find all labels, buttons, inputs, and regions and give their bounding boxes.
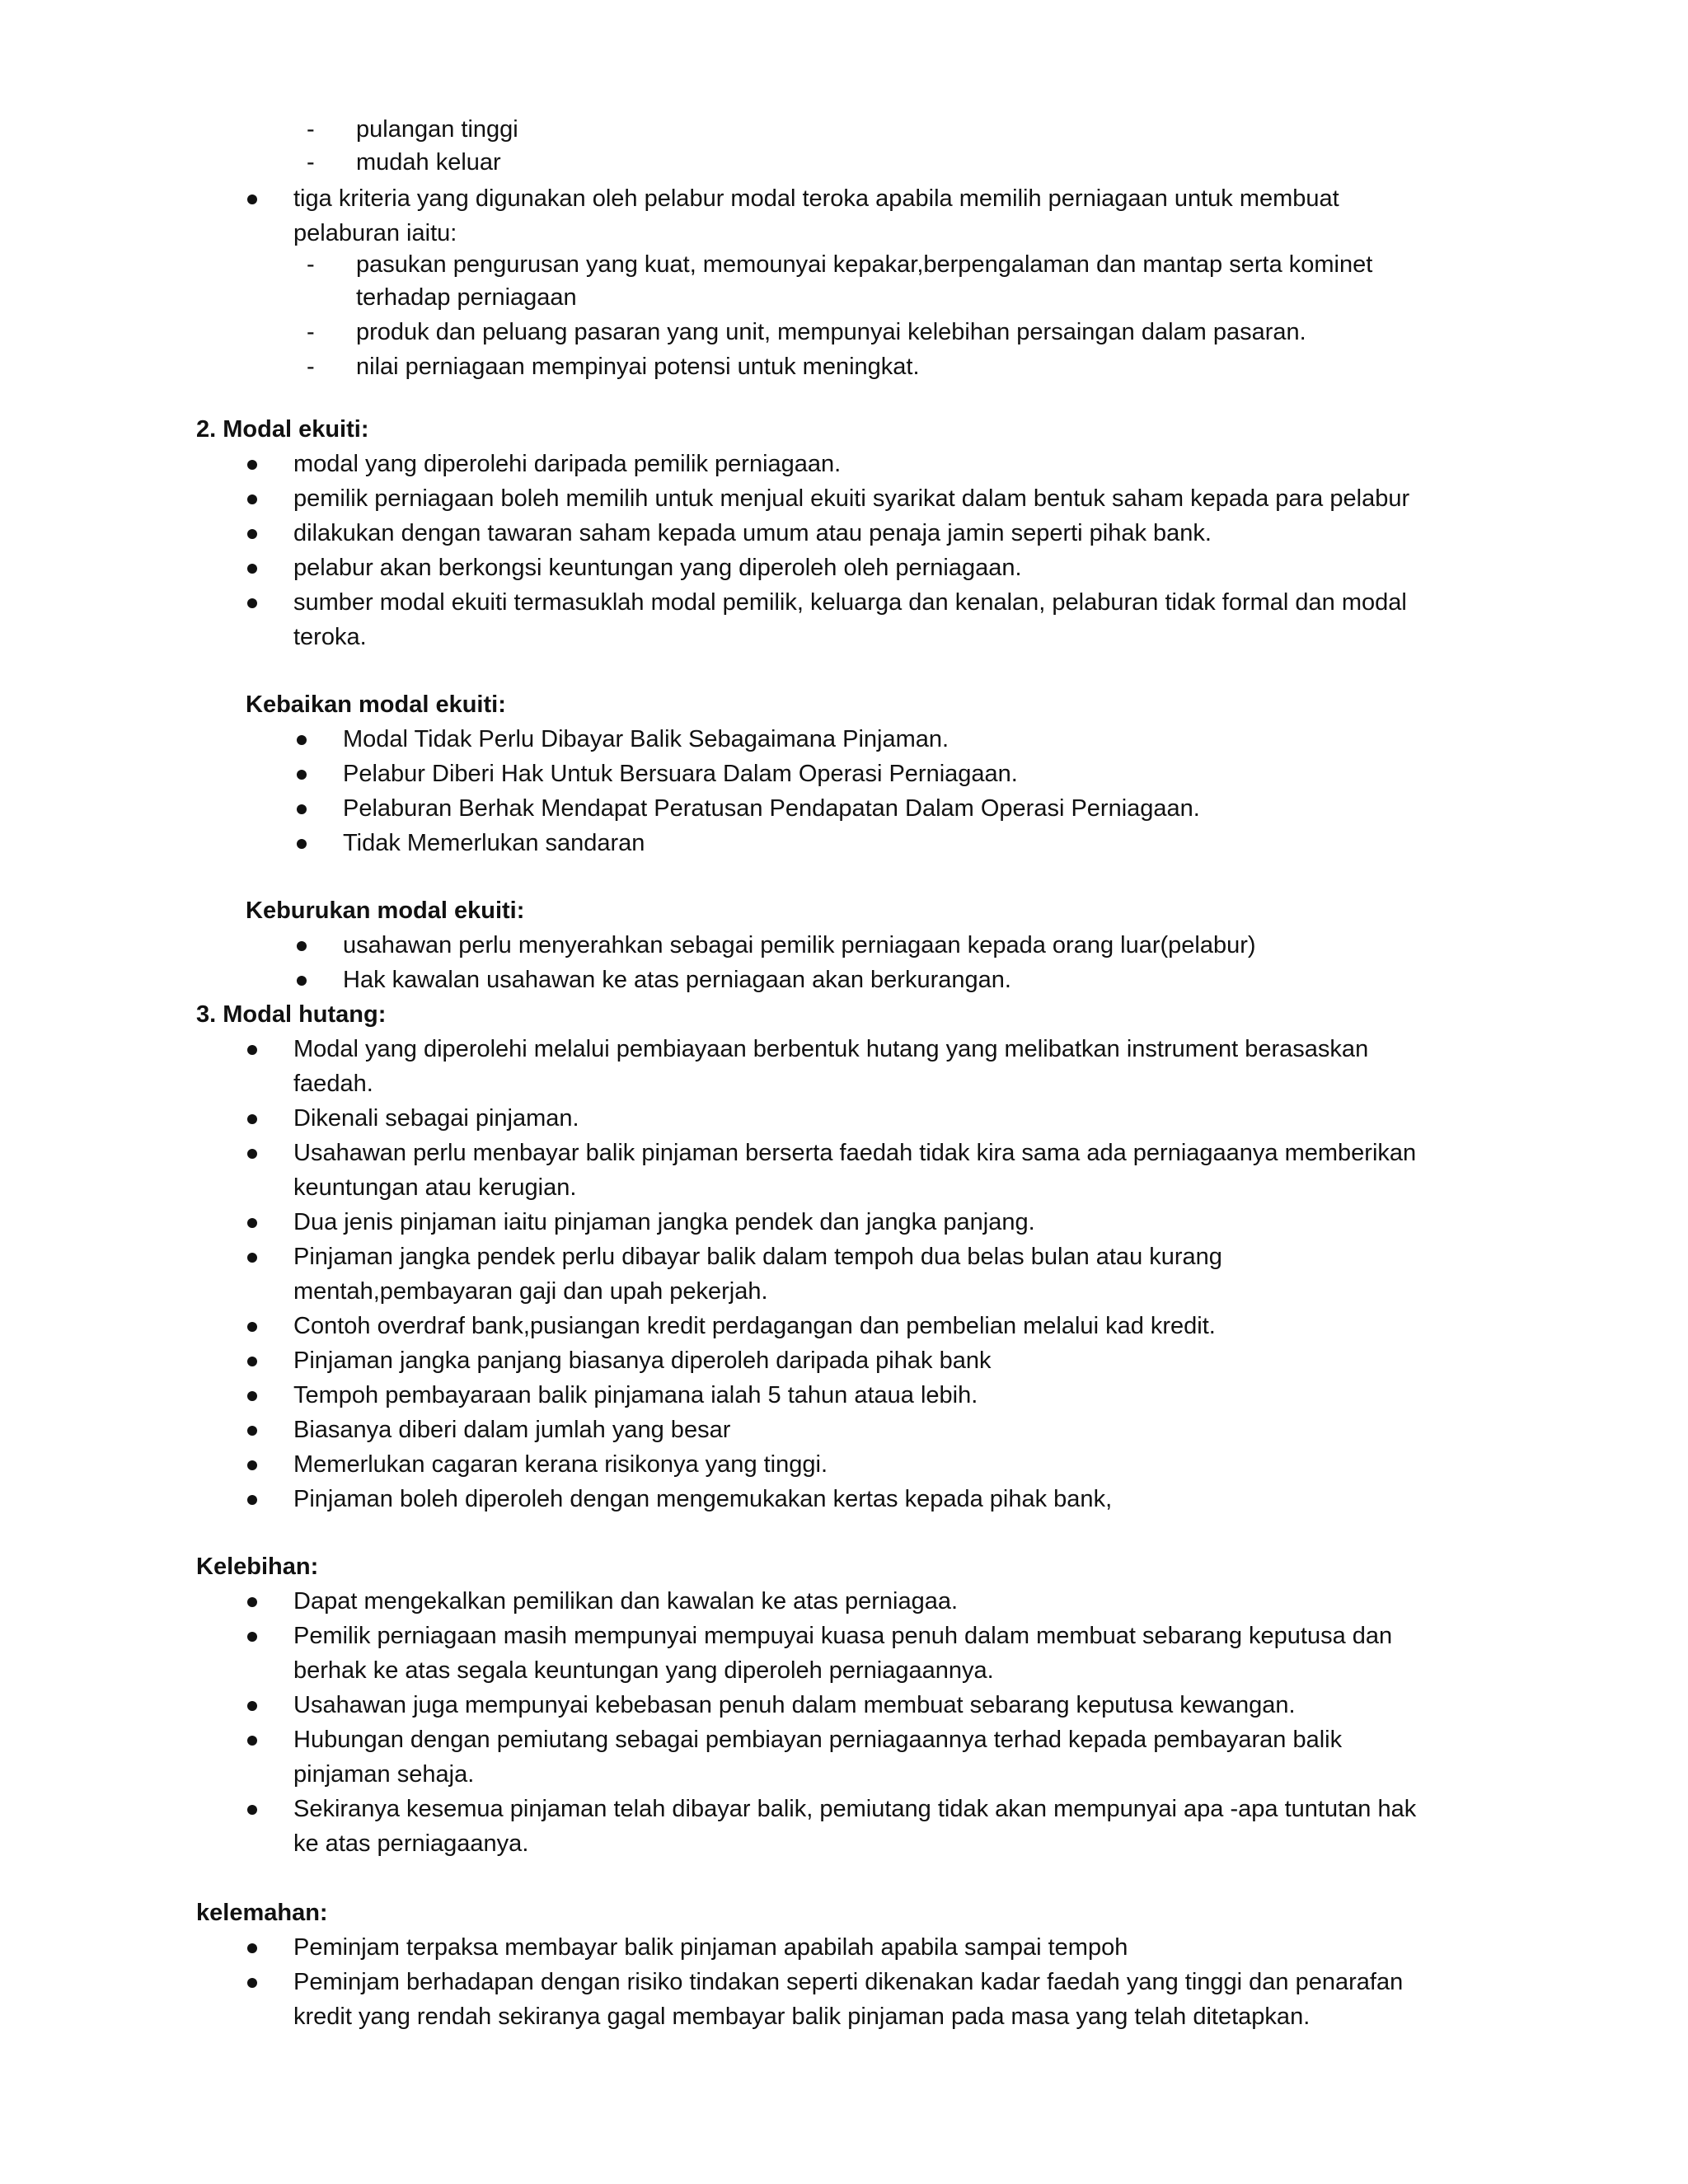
bullet-icon [247,1701,257,1711]
list-item-text: sumber modal ekuiti termasuklah modal pemilik, keluarga dan kenalan, pelaburan tidak formal dan modal [293,589,1407,616]
list-item-text: ke atas perniagaanya. [293,1830,529,1857]
list-item-text: Biasanya diberi dalam jumlah yang besar [293,1417,731,1443]
list-item-text: Dapat mengekalkan pemilikan dan kawalan ke atas perniagaa. [293,1588,959,1615]
bullet-icon [247,1495,257,1505]
bullet-icon [297,976,307,986]
subsection-heading: Kebaikan modal ekuiti: [246,691,506,718]
list-item-text: teroka. [293,624,367,650]
dash-marker: - [307,251,315,278]
list-item-text: Contoh overdraf bank,pusiangan kredit perdagangan dan pembelian melalui kad kredit. [293,1313,1216,1339]
bullet-icon [247,564,257,574]
dash-item: pulangan tinggi [356,116,518,143]
bullet-icon [247,1357,257,1366]
bullet-icon [247,1045,257,1055]
list-item-text: faedah. [293,1071,373,1097]
bullet-icon [247,494,257,504]
list-item-text: Hubungan dengan pemiutang sebagai pembiayan perniagaannya terhad kepada pembayaran balik [293,1727,1343,1753]
list-item-text: pelaburan iaitu: [293,220,457,246]
list-item-text: kredit yang rendah sekiranya gagal membayar balik pinjaman pada masa yang telah ditetapkan. [293,2004,1311,2030]
list-item-text: Pemilik perniagaan masih mempunyai mempuyai kuasa penuh dalam membuat sebarang keputusa dan [293,1623,1393,1649]
list-item-text: Hak kawalan usahawan ke atas perniagaan akan berkurangan. [343,967,1011,993]
list-item-text: Modal Tidak Perlu Dibayar Balik Sebagaimana Pinjaman. [343,726,950,752]
dash-marker: - [307,116,315,143]
bullet-icon [247,529,257,539]
list-item-text: berhak ke atas segala keuntungan yang diperoleh perniagaannya. [293,1657,994,1684]
bullet-icon [297,839,307,849]
list-item-text: Tempoh pembayaraan balik pinjamana ialah 5 tahun ataua lebih. [293,1382,978,1408]
dash-item: produk dan peluang pasaran yang unit, mempunyai kelebihan persaingan dalam pasaran. [356,319,1306,345]
section-heading: 3. Modal hutang: [196,1001,387,1028]
list-item-text: modal yang diperolehi daripada pemilik perniagaan. [293,451,842,477]
bullet-icon [247,1978,257,1988]
bullet-icon [247,1736,257,1746]
dash-item: terhadap perniagaan [356,284,577,311]
list-item-text: Dua jenis pinjaman iaitu pinjaman jangka pendek dan jangka panjang. [293,1209,1035,1235]
bullet-icon [247,1943,257,1953]
list-item-text: usahawan perlu menyerahkan sebagai pemilik perniagaan kepada orang luar(pelabur) [343,932,1256,958]
bullet-icon [247,598,257,608]
list-item-text: pinjaman sehaja. [293,1761,475,1788]
list-item-text: Pinjaman jangka panjang biasanya diperoleh daripada pihak bank [293,1347,992,1374]
bullet-icon [247,460,257,470]
list-item-text: Dikenali sebagai pinjaman. [293,1105,579,1132]
list-item-text: Memerlukan cagaran kerana risikonya yang tinggi. [293,1451,828,1478]
list-item-text: Usahawan juga mempunyai kebebasan penuh dalam membuat sebarang keputusa kewangan. [293,1692,1296,1718]
list-item-text: dilakukan dengan tawaran saham kepada umum atau penaja jamin seperti pihak bank. [293,520,1212,546]
bullet-icon [247,1597,257,1607]
list-item-text: Modal yang diperolehi melalui pembiayaan berbentuk hutang yang melibatkan instrument berasaskan [293,1036,1369,1062]
dash-item: nilai perniagaan mempinyai potensi untuk meningkat. [356,354,920,380]
bullet-icon [247,1114,257,1124]
subsection-heading: Keburukan modal ekuiti: [246,898,525,924]
list-item-text: Pinjaman boleh diperoleh dengan mengemukakan kertas kepada pihak bank, [293,1486,1113,1512]
bullet-icon [247,1322,257,1332]
dash-marker: - [307,149,315,176]
list-item-text: keuntungan atau kerugian. [293,1174,577,1201]
dash-item: pasukan pengurusan yang kuat, memounyai kepakar,berpengalaman dan mantap serta kominet [356,251,1373,278]
bullet-icon [247,1218,257,1228]
section-heading: 2. Modal ekuiti: [196,416,369,443]
bullet-icon [247,1632,257,1642]
bullet-icon [247,1149,257,1159]
list-item-text: pelabur akan berkongsi keuntungan yang diperoleh oleh perniagaan. [293,555,1022,581]
bullet-icon [297,804,307,814]
bullet-icon [247,1426,257,1436]
list-item-text: mentah,pembayaran gaji dan upah pekerjah. [293,1278,768,1305]
section-heading: kelemahan: [196,1900,328,1926]
bullet-icon [297,770,307,780]
bullet-icon [247,1253,257,1263]
list-item-text: Peminjam terpaksa membayar balik pinjaman apabilah apabila sampai tempoh [293,1934,1128,1961]
bullet-icon [247,194,257,204]
bullet-icon [247,1460,257,1470]
dash-marker: - [307,319,315,345]
list-item-text: Pelaburan Berhak Mendapat Peratusan Pendapatan Dalam Operasi Perniagaan. [343,795,1200,822]
bullet-icon [247,1805,257,1815]
list-item-text: Tidak Memerlukan sandaran [343,830,645,856]
bullet-icon [247,1391,257,1401]
list-item-text: Usahawan perlu menbayar balik pinjaman berserta faedah tidak kira sama ada perniagaanya memberikan [293,1140,1417,1166]
dash-item: mudah keluar [356,149,501,176]
list-item-text: tiga kriteria yang digunakan oleh pelabur modal teroka apabila memilih perniagaan untuk membuat [293,185,1339,212]
section-heading: Kelebihan: [196,1554,319,1580]
dash-marker: - [307,354,315,380]
bullet-icon [297,735,307,745]
list-item-text: Peminjam berhadapan dengan risiko tindakan seperti dikenakan kadar faedah yang tinggi dan penarafan [293,1969,1404,1995]
list-item-text: Pinjaman jangka pendek perlu dibayar balik dalam tempoh dua belas bulan atau kurang [293,1244,1222,1270]
bullet-icon [297,941,307,951]
list-item-text: pemilik perniagaan boleh memilih untuk menjual ekuiti syarikat dalam bentuk saham kepada para pelabur [293,485,1410,512]
list-item-text: Pelabur Diberi Hak Untuk Bersuara Dalam Operasi Perniagaan. [343,761,1018,787]
list-item-text: Sekiranya kesemua pinjaman telah dibayar balik, pemiutang tidak akan mempunyai apa -apa tuntutan hak [293,1796,1417,1822]
